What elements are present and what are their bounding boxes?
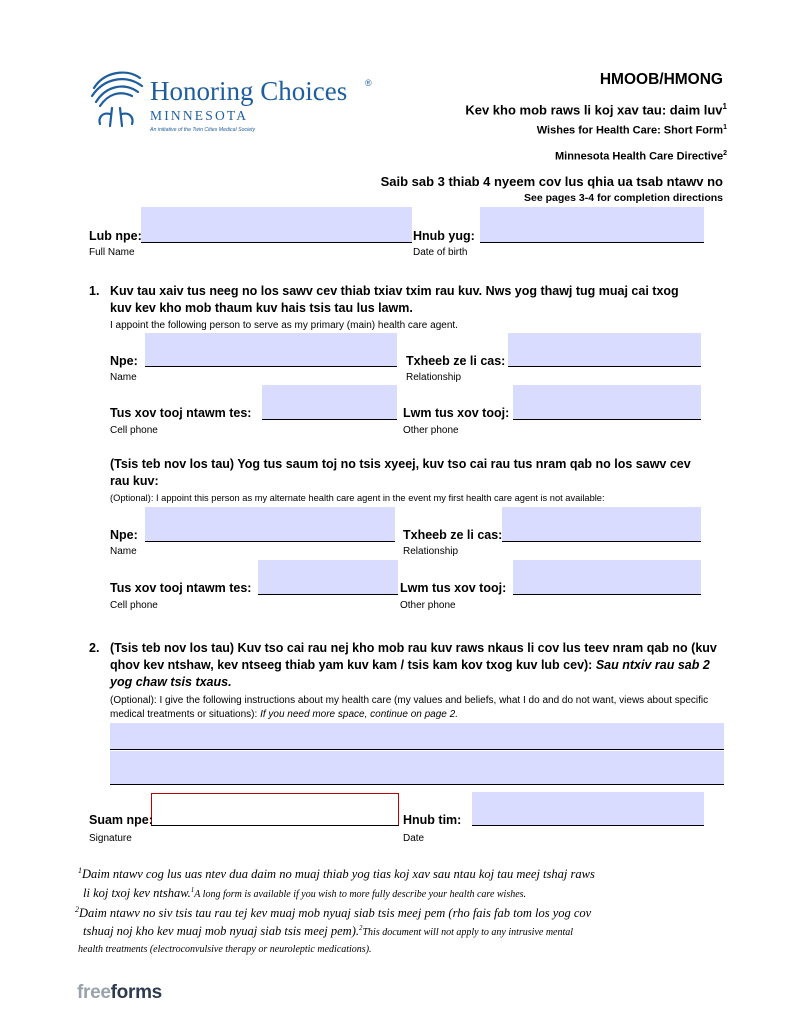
logo <box>86 66 386 136</box>
date-of-birth-field[interactable] <box>480 207 704 243</box>
brand-forms: forms <box>110 982 162 1003</box>
footnote-2-hmong-a: Daim ntawv no siv tsis tau rau tej kev muaj mob nyuaj siab tsis meej pem (rho fais fab tom los yog cov <box>79 906 592 921</box>
signature-label: Suam npe: <box>89 813 153 827</box>
section-1-number: 1. <box>89 284 100 298</box>
alt-agent-cell-caption: Cell phone <box>110 600 158 611</box>
hmong-directions: Saib sab 3 thiab 4 nyeem cov lus qhia ua tsab ntawv no <box>380 174 723 189</box>
english-form-title <box>537 124 727 137</box>
alt-agent-cell-underline <box>258 594 398 595</box>
english-directions: See pages 3-4 for completion directions <box>524 192 723 204</box>
hmong-form-title-text: Kev kho mob raws li koj xav tau: daim luv <box>465 102 723 118</box>
full-name-field[interactable] <box>141 207 412 243</box>
footnote-2-number: 2 <box>75 905 79 914</box>
logo-subtitle: MINNESOTA <box>150 108 249 123</box>
agent-other-phone-field[interactable] <box>513 385 701 420</box>
full-name-underline <box>141 242 412 243</box>
agent-name-field[interactable] <box>145 333 397 367</box>
alt-agent-name-field[interactable] <box>145 507 395 542</box>
footnote-ref-2: 2 <box>723 150 727 157</box>
section-2-number: 2. <box>89 641 100 655</box>
directive-title <box>555 150 727 163</box>
section-2-english-main: (Optional): I give the following instructions about my health care (my values and beliefs, what I do and do not want, views about specific medical treatments or situations): <box>110 695 709 720</box>
footnote-ref-1b: 1 <box>723 124 727 131</box>
alt-agent-name-label: Npe: <box>110 528 138 542</box>
instructions-field-2[interactable] <box>110 751 724 784</box>
hmong-form-title <box>465 102 727 117</box>
alt-agent-relationship-underline <box>502 541 701 542</box>
logo-swirl-icon <box>86 66 146 128</box>
section-2-text <box>110 640 722 691</box>
alt-agent-other-phone-caption: Other phone <box>400 600 456 611</box>
footnote-2-english-a: This document will not apply to any intrusive mental <box>362 927 574 939</box>
signature-caption: Signature <box>89 833 132 844</box>
footnote-ref-1: 1 <box>722 102 727 111</box>
footnote-1-hmong-a: Daim ntawv cog lus uas ntev dua daim no muaj thiab yog tias koj xav sau ntau koj tau meej tshaj raws <box>82 867 595 882</box>
alt-agent-name-caption: Name <box>110 546 137 557</box>
agent-name-caption: Name <box>110 372 137 383</box>
agent-other-phone-underline <box>513 419 701 420</box>
section-2-english <box>110 694 710 722</box>
alt-agent-other-phone-label: Lwm tus xov tooj: <box>400 581 507 595</box>
date-caption: Date <box>403 833 425 844</box>
directive-title-text: Minnesota Health Care Directive <box>554 150 724 163</box>
section-2-text-italic: Sau ntxiv rau sab 2 yog chaw tsis txaus. <box>110 658 710 689</box>
agent-cell-underline <box>262 419 397 420</box>
footnote-1-line-1 <box>78 866 595 882</box>
dob-underline <box>480 242 704 243</box>
agent-name-label: Npe: <box>110 354 138 368</box>
instructions-line-2 <box>110 784 724 785</box>
alt-agent-relationship-field[interactable] <box>502 507 701 542</box>
agent-name-underline <box>145 366 397 367</box>
agent-relationship-field[interactable] <box>508 333 701 367</box>
instructions-line-1 <box>110 749 724 750</box>
dob-caption: Date of birth <box>413 247 468 258</box>
footnote-1-marker: 1 <box>190 886 195 894</box>
agent-relationship-caption: Relationship <box>406 372 462 383</box>
agent-other-phone-caption: Other phone <box>403 425 459 436</box>
instructions-field-1[interactable] <box>110 723 724 750</box>
logo-tagline: An initiative of the Twin Cities Medical Society <box>150 127 256 133</box>
footnote-2-line-1 <box>75 905 591 921</box>
alt-agent-cell-label: Tus xov tooj ntawm tes: <box>110 581 252 595</box>
date-underline <box>472 825 704 826</box>
signature-field[interactable] <box>151 793 399 826</box>
footnote-1-line-2 <box>83 886 526 901</box>
footnote-1-number: 1 <box>78 866 82 875</box>
brand-free: free <box>77 982 111 1003</box>
full-name-caption: Full Name <box>89 247 135 258</box>
alt-agent-cell-field[interactable] <box>258 560 398 595</box>
footnote-2-line-2 <box>83 924 573 939</box>
footnote-1-english: A long form is available if you wish to more fully describe your health care wishes. <box>194 889 527 901</box>
section-1-english: I appoint the following person to serve as my primary (main) health care agent. <box>110 320 458 331</box>
alternate-agent-text: (Tsis teb nov los tau) Yog tus saum toj no tsis xyeej, kuv tso cai rau tus nram qab no los sawv cev rau kuv: <box>110 457 691 488</box>
english-form-title-text: Wishes for Health Care: Short Form <box>536 124 724 137</box>
dob-label: Hnub yug: <box>413 229 475 243</box>
signature-underline <box>151 825 399 826</box>
alt-agent-other-phone-field[interactable] <box>513 560 701 595</box>
footnote-2-line-3: health treatments (electroconvulsive therapy or neuroleptic medications). <box>78 944 372 955</box>
footnote-1-hmong-b: li koj txoj kev ntshaw. <box>83 886 191 901</box>
alt-agent-relationship-label: Txheeb ze li cas: <box>403 528 503 542</box>
logo-title: Honoring Choices <box>150 76 348 106</box>
footnote-2-marker: 2 <box>359 924 363 932</box>
freeforms-brand <box>77 982 162 1004</box>
section-2-english-italic: If you need more space, continue on page 2. <box>260 709 458 720</box>
full-name-label: Lub npe: <box>89 229 142 243</box>
agent-relationship-label: Txheeb ze li cas: <box>406 354 506 368</box>
registered-mark: ® <box>365 78 372 88</box>
agent-cell-caption: Cell phone <box>110 425 158 436</box>
alternate-agent-english: (Optional): I appoint this person as my alternate health care agent in the event my first health care agent is not available: <box>110 493 605 503</box>
agent-cell-field[interactable] <box>262 385 397 420</box>
agent-relationship-underline <box>508 366 701 367</box>
section-1-text: Kuv tau xaiv tus neeg no los sawv cev thiab txiav txim rau kuv. Nws yog thawj tug muaj cai txog kuv kev kho mob thaum kuv hais tsis tau lus lawm. <box>110 284 679 315</box>
date-field[interactable] <box>472 792 704 826</box>
alt-agent-relationship-caption: Relationship <box>403 546 459 557</box>
agent-cell-label: Tus xov tooj ntawm tes: <box>110 406 252 420</box>
agent-other-phone-label: Lwm tus xov tooj: <box>403 406 510 420</box>
language-heading: HMOOB/HMONG <box>599 71 723 88</box>
section-2-text-main: (Tsis teb nov los tau) Kuv tso cai rau nej kho mob rau kuv raws nkaus li cov lus teev nram qab no (kuv qhov kev ntshaw, kev ntseeg thiab yam kuv kam / tsis kam kov txog kuv lub cev): <box>110 641 717 672</box>
date-label: Hnub tim: <box>403 813 462 827</box>
alt-agent-name-underline <box>145 541 395 542</box>
alt-agent-other-phone-underline <box>513 594 701 595</box>
footnote-2-hmong-b: tshuaj noj kho kev muaj mob nyuaj siab tsis meej pem). <box>83 924 359 939</box>
